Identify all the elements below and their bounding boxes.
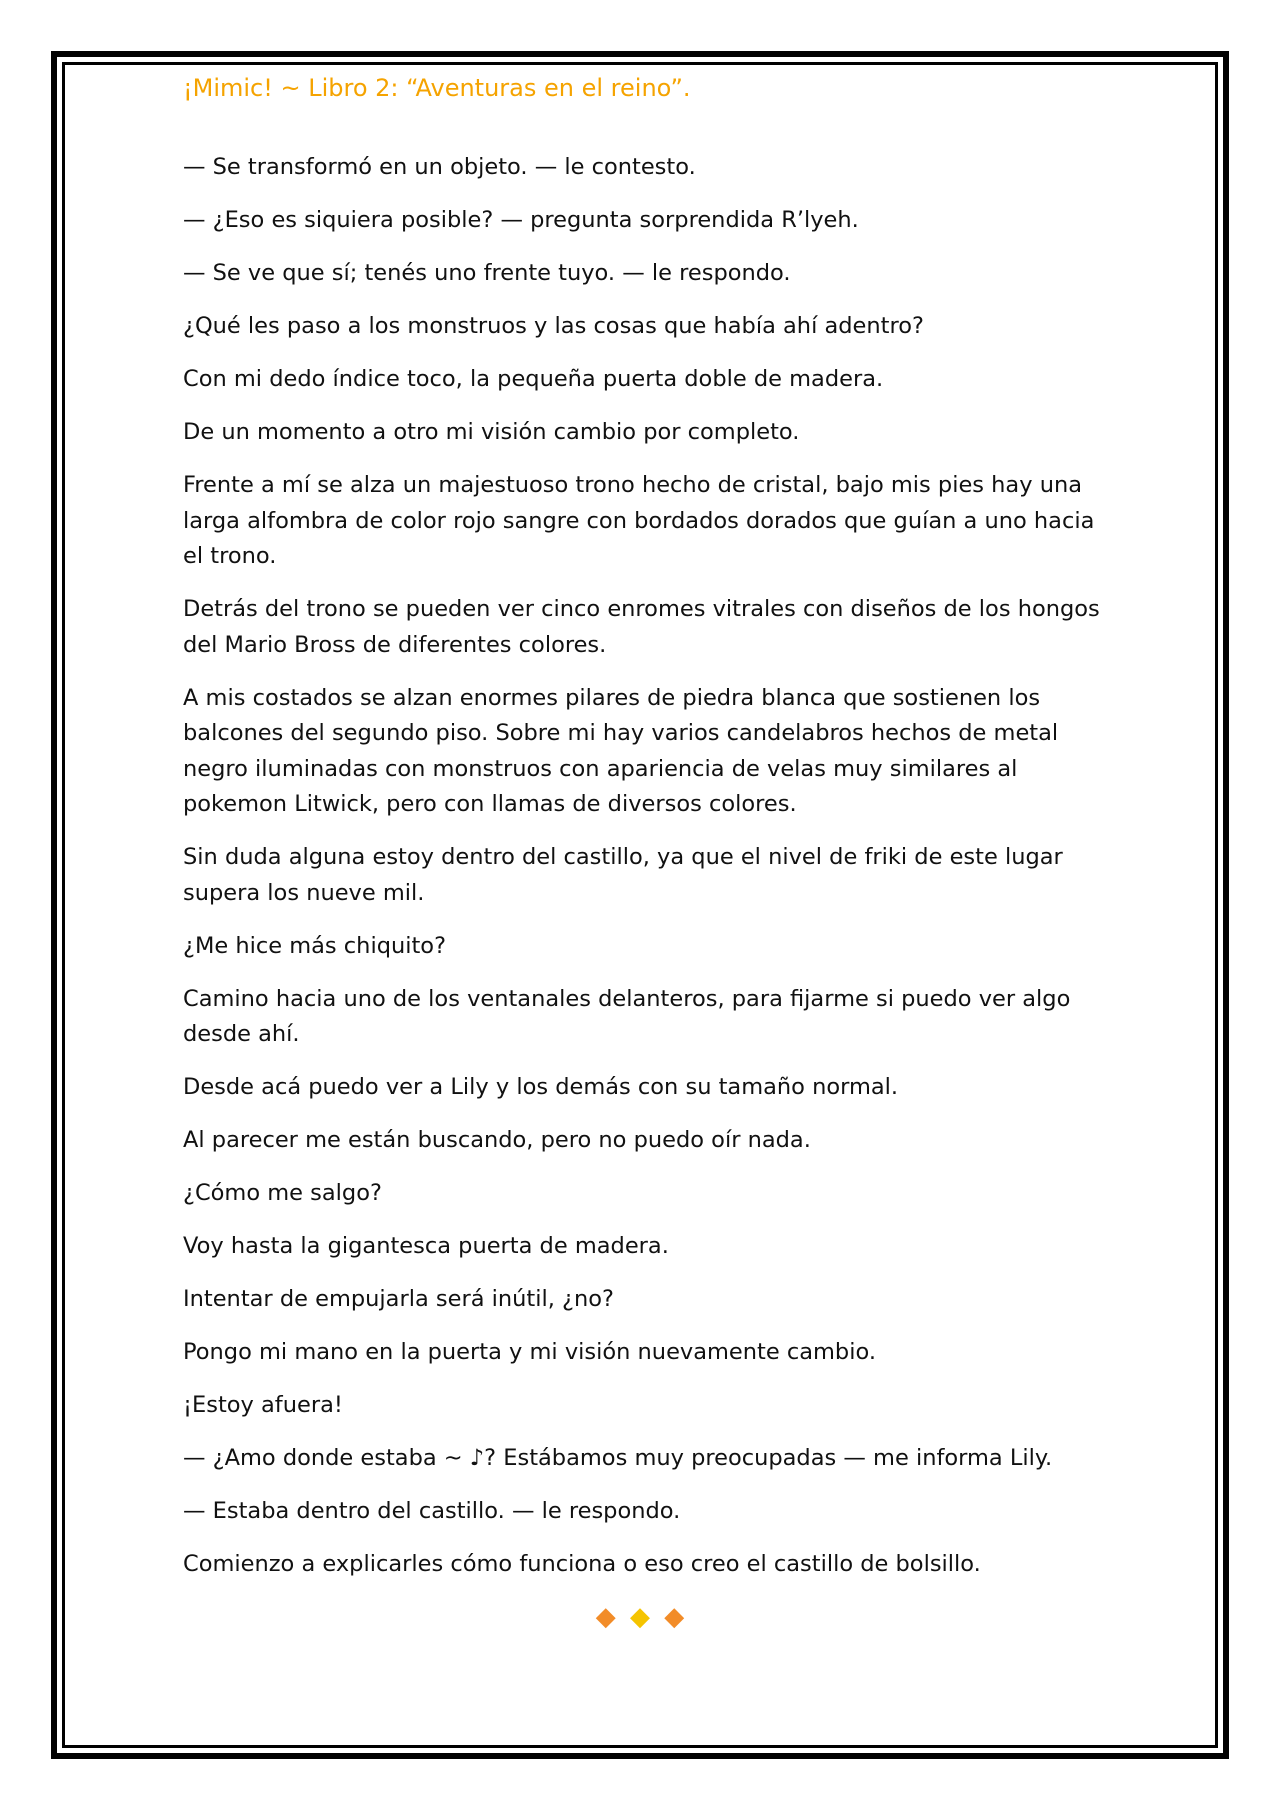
paragraph: — ¿Eso es siquiera posible? — pregunta sorprendida R’lyeh. [183, 207, 859, 233]
paragraph: Desde acá puedo ver a Lily y los demás con su tamaño normal. [183, 1074, 899, 1100]
paragraph: Comienzo a explicarles cómo funciona o eso creo el castillo de bolsillo. [183, 1551, 981, 1577]
paragraph: ¿Me hice más chiquito? [183, 932, 447, 959]
paragraph: Frente a mí se alza un majestuoso trono hecho de cristal, bajo mis pies hay una larga alfombra de color rojo sangre con bordados dorados que guían a uno hacia el trono. [183, 472, 1095, 569]
paragraph: ¿Qué les paso a los monstruos y las cosas que había ahí adentro? [183, 313, 924, 339]
diamond-icon: ◆ [664, 1602, 685, 1632]
diamond-icon: ◆ [595, 1602, 616, 1632]
paragraph: — Estaba dentro del castillo. — le respondo. [183, 1498, 681, 1524]
paragraph: Al parecer me están buscando, pero no puedo oír nada. [183, 1127, 811, 1153]
diamond-icon: ◆ [630, 1602, 650, 1632]
paragraph: — Se transformó en un objeto. — le contesto. [183, 154, 696, 180]
book-header-title: ¡Mimic! ~ Libro 2: “Aventuras en el reino”. [183, 74, 691, 102]
paragraph: — ¿Amo donde estaba ~ ♪? Estábamos muy preocupadas — me informa Lily. [183, 1445, 1053, 1471]
paragraph: Pongo mi mano en la puerta y mi visión nuevamente cambio. [183, 1339, 876, 1365]
paragraph: Camino hacia uno de los ventanales delanteros, para fijarme si puedo ver algo desde ahí. [183, 985, 1071, 1047]
paragraph: ¡Estoy afuera! [183, 1392, 343, 1418]
paragraph: ¿Cómo me salgo? [183, 1180, 382, 1206]
paragraph: Detrás del trono se pueden ver cinco enromes vitrales con diseños de los hongos del Mario Bross de diferentes colores. [183, 596, 1100, 658]
paragraph: Sin duda alguna estoy dentro del castillo, ya que el nivel de friki de este lugar supera los nueve mil. [183, 844, 1063, 906]
paragraph: A mis costados se alzan enormes pilares de piedra blanca que sostienen los balcones del segundo piso. Sobre mi hay varios candelabros hechos de metal negro iluminadas con monstruos con apariencia de velas muy similares al pokemon Litwick, pero con llamas de diversos colores. [183, 684, 1059, 817]
story-text [183, 150, 1103, 1600]
section-break-ornament [0, 1602, 1280, 1632]
paragraph: Voy hasta la gigantesca puerta de madera. [183, 1233, 669, 1259]
paragraph: De un momento a otro mi visión cambio por completo. [183, 419, 800, 445]
paragraph: Intentar de empujarla será inútil, ¿no? [183, 1286, 614, 1312]
paragraph: Con mi dedo índice toco, la pequeña puerta doble de madera. [183, 366, 884, 392]
paragraph: — Se ve que sí; tenés uno frente tuyo. — le respondo. [183, 260, 791, 286]
